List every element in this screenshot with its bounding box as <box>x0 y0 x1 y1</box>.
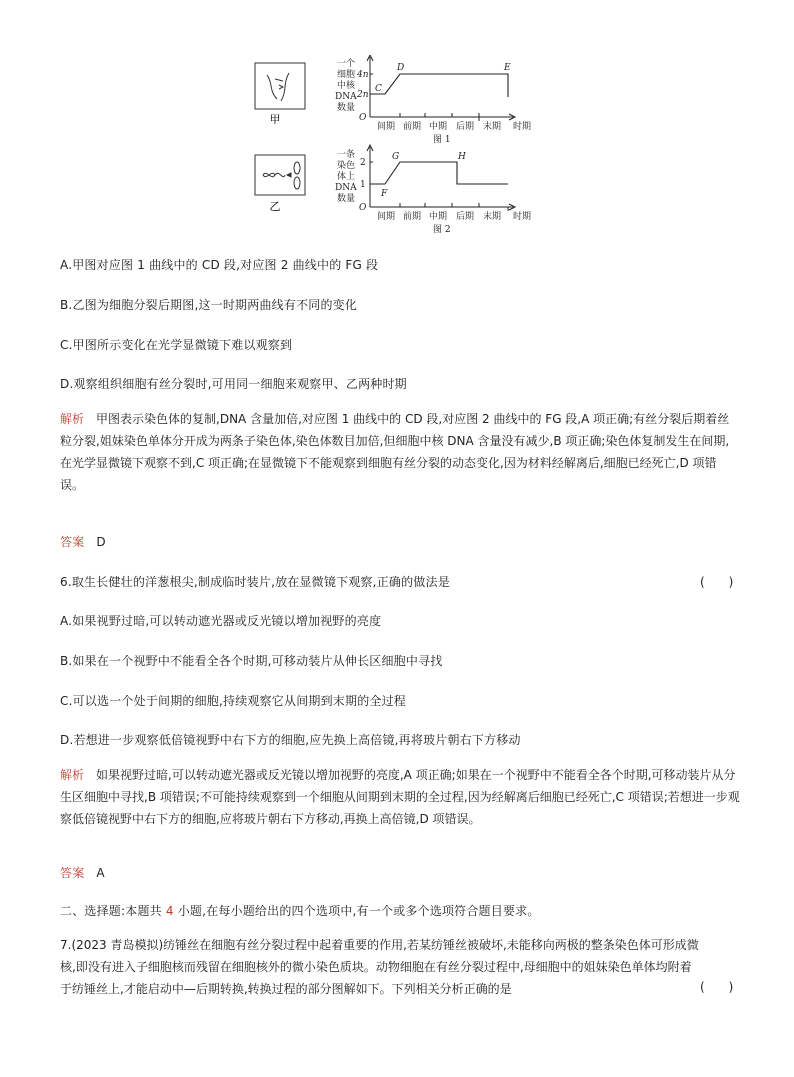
g1-tick-4n: 4n <box>357 70 369 80</box>
cell-jia-drawing <box>267 73 289 101</box>
g1-phase-2: 中期 <box>429 122 448 132</box>
graph-1 <box>335 55 531 145</box>
q5-answer-value: D <box>96 535 106 549</box>
q5-analysis <box>60 408 740 496</box>
g2-phase-0: 间期 <box>377 212 396 222</box>
g2-phase-1: 前期 <box>403 212 422 222</box>
g2-tick-1: 1 <box>360 180 366 190</box>
g1-caption: 图 1 <box>433 135 451 145</box>
g2-phase-2: 中期 <box>429 212 448 222</box>
g1-phase-1: 前期 <box>403 122 422 132</box>
q5-option-a: A.甲图对应图 1 曲线中的 CD 段,对应图 2 曲线中的 FG 段 <box>60 258 379 272</box>
q6-option-a: A.如果视野过暗,可以转动遮光器或反光镜以增加视野的亮度 <box>60 614 382 628</box>
q6-option-d: D.若想进一步观察低倍镜视野中右下方的细胞,应先换上高倍镜,再将玻片朝右下方移动 <box>60 733 521 747</box>
panel-label-yi: 乙 <box>269 200 281 213</box>
graph-2 <box>335 145 531 235</box>
g1-ylabel-1: 细胞 <box>337 70 356 80</box>
g2-ylabel-4: 数量 <box>337 194 356 204</box>
g2-xlabel: 时期 <box>513 212 532 222</box>
g1-point-D: D <box>397 63 405 73</box>
g1-ylabel-2: 中核 <box>337 81 356 91</box>
q6-stem: 6.取生长健壮的洋葱根尖,制成临时装片,放在显微镜下观察,正确的做法是 <box>60 575 450 589</box>
q7-answer-paren: ( ) <box>700 980 734 994</box>
q5-answer-label: 答案 <box>60 535 85 549</box>
g1-point-C: C <box>375 84 382 94</box>
q6-answer <box>60 864 105 881</box>
g2-phase-ticks <box>400 203 479 207</box>
g1-tick-origin: O <box>359 113 367 123</box>
g1-xlabel: 时期 <box>513 122 532 132</box>
g1-ylabel-3: DNA <box>335 92 357 102</box>
g2-point-G: G <box>392 152 400 162</box>
q6-analysis <box>60 764 740 830</box>
q5-option-b: B.乙图为细胞分裂后期图,这一时期两曲线有不同的变化 <box>60 298 358 312</box>
section-2-post: 小题,在每小题给出的四个选项中,有一个或多个选项符合题目要求。 <box>177 904 540 918</box>
q6-option-c: C.可以选一个处于间期的细胞,持续观察它从间期到末期的全过程 <box>60 694 407 708</box>
q6-answer-value: A <box>96 866 105 880</box>
g1-ylabel-0: 一个 <box>337 59 356 69</box>
figure-area <box>245 55 545 235</box>
g1-ylabel-4: 数量 <box>337 103 356 113</box>
section-2-pre: 二、选择题:本题共 <box>60 904 162 918</box>
g2-point-H: H <box>458 152 466 162</box>
g1-phase-0: 间期 <box>377 122 396 132</box>
g2-phase-4: 末期 <box>483 212 502 222</box>
section-2-count: 4 <box>165 904 174 918</box>
q5-answer <box>60 533 106 550</box>
g1-phase-3: 后期 <box>456 122 475 132</box>
q5-analysis-text: 甲图表示染色体的复制,DNA 含量加倍,对应图 1 曲线中的 CD 段,对应图 2 曲线中的 FG 段,A 项正确;有丝分裂后期着丝粒分裂,姐妹染色单体分开成为两条子染色体,染色体数目加倍,但细胞中核 DNA 含量没有减少,B 项正确;染色体复制发生在间期,在光学显微镜下观察不到,C 项正确;在显微镜下不能观察到细胞有丝分裂的动态变化,因为材料经解离后,细胞已经死亡,D 项错误。 <box>60 412 730 492</box>
q6-analysis-text: 如果视野过暗,可以转动遮光器或反光镜以增加视野的亮度,A 项正确;如果在一个视野中不能看全各个时期,可移动装片从分生区细胞中寻找,B 项错误;不可能持续观察到一个细胞从间期到末期的全过程,因为经解离后细胞已经死亡,C 项错误;若想进一步观察低倍镜视野中右下方的细胞,应将玻片朝右下方移动,再换上高倍镜,D 项错误。 <box>60 768 740 826</box>
g1-point-E: E <box>504 63 511 73</box>
g2-phase-3: 后期 <box>456 212 475 222</box>
q5-option-c: C.甲图所示变化在光学显微镜下难以观察到 <box>60 338 293 352</box>
q5-option-d: D.观察组织细胞有丝分裂时,可用同一细胞来观察甲、乙两种时期 <box>60 377 407 391</box>
q6-answer-paren: ( ) <box>700 575 734 589</box>
g2-point-F: F <box>381 189 388 199</box>
g2-ylabel-0: 一条 <box>337 150 356 160</box>
q6-answer-label: 答案 <box>60 866 85 880</box>
figure-svg <box>245 55 545 235</box>
g2-ylabel-3: DNA <box>335 183 357 193</box>
g1-phase-4: 末期 <box>483 122 502 132</box>
g2-ylabel-1: 染色 <box>337 161 356 171</box>
g1-phase-ticks <box>400 113 479 117</box>
g2-ylabel-2: 体上 <box>337 172 356 182</box>
q6-option-b: B.如果在一个视野中不能看全各个时期,可移动装片从伸长区细胞中寻找 <box>60 654 443 668</box>
g1-curve <box>372 74 508 97</box>
g2-tick-2: 2 <box>360 158 366 168</box>
g2-curve <box>372 162 508 184</box>
g2-caption: 图 2 <box>433 225 451 235</box>
panel-label-jia: 甲 <box>269 113 281 126</box>
section-2-header <box>60 902 540 919</box>
g1-tick-2n: 2n <box>357 90 369 100</box>
q7-stem: 7.(2023 青岛模拟)纺锤丝在细胞有丝分裂过程中起着重要的作用,若某纺锤丝被破坏,未能移向两极的整条染色体可形成微核,即没有进入子细胞核而残留在细胞核外的微小染色质块。动物细胞在有丝分裂过程中,母细胞中的姐妹染色单体均附着于纺锤丝上,才能启动中—后期转换,转换过程的部分图解如下。下列相关分析正确的是 <box>60 938 699 996</box>
g2-tick-origin: O <box>359 203 367 213</box>
q6-analysis-label: 解析 <box>60 768 85 782</box>
cell-yi-drawing <box>263 162 300 189</box>
q5-analysis-label: 解析 <box>60 412 85 426</box>
